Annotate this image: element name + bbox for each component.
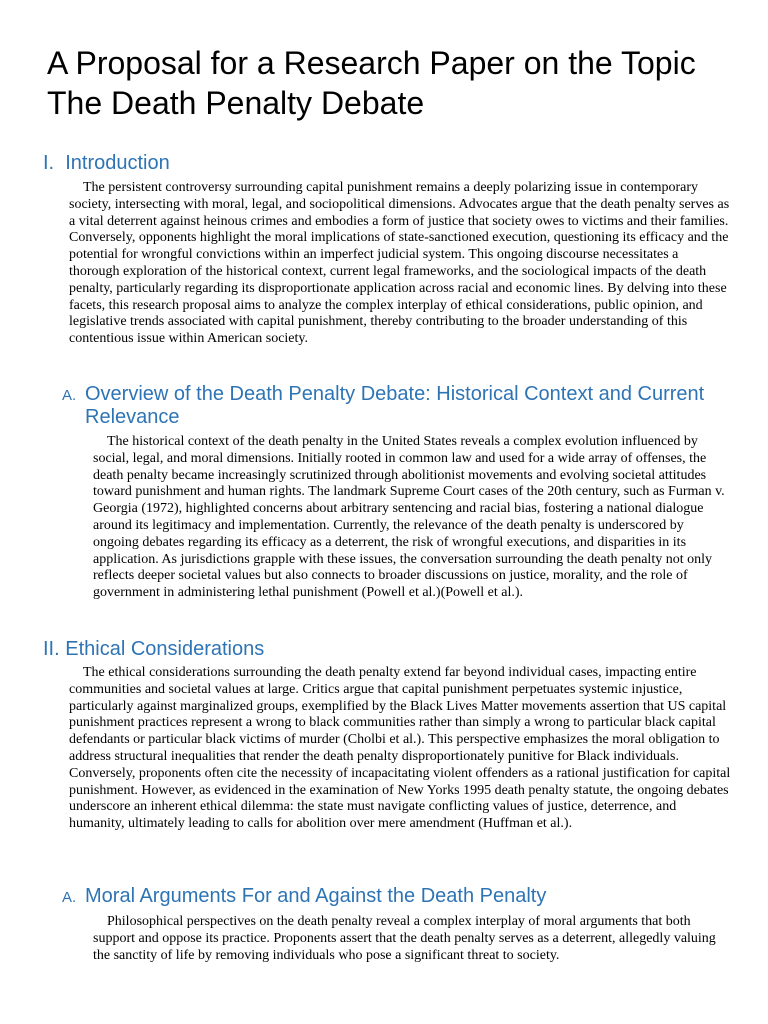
section-heading-ethical-considerations: II. Ethical Considerations (43, 638, 265, 660)
subsection-label: A. (62, 889, 77, 906)
subsection-heading-moral-arguments: Moral Arguments For and Against the Death Penalty (85, 885, 547, 907)
document-title: A Proposal for a Research Paper on the Topic The Death Penalty Debate (47, 45, 696, 121)
subsection-label-overview (62, 383, 76, 407)
introduction-paragraph: The persistent controversy surrounding capital punishment remains a deeply polarizing issue in contemporary society, intersecting with moral, legal, and sociopolitical dimensions. Advocates argue that the death penalty serves as a vital deterrent against heinous crimes and embodies a form of justice that society owes to victims and their families. Conversely, opponents highlight the moral implications of state-sanctioned execution, questioning its efficacy and the potential for wrongful convictions within an imperfect judicial system. This ongoing discourse necessitates a thorough exploration of the historical context, current legal frameworks, and the sociological impacts of the death penalty, particularly regarding its disproportionate application across racial and economic lines. By delving into these facets, this research proposal aims to analyze the complex interplay of ethical considerations, public opinion, and legislative trends associated with capital punishment, thereby contributing to the broader understanding of this contentious issue within American society. (69, 180, 730, 347)
subsection-label-moral-arguments (62, 885, 76, 909)
section-heading-introduction: I. Introduction (43, 152, 170, 174)
overview-paragraph: The historical context of the death penalty in the United States reveals a complex evolution influenced by social, legal, and moral dimensions. Initially rooted in common law and used for a wide array of offenses, the death penalty became increasingly scrutinized through abolitionist movements and evolving societal attitudes toward punishment and human rights. The landmark Supreme Court cases of the 20th century, such as Furman v. Georgia (1972), highlighted concerns about arbitrary sentencing and racial bias, fostering a national dialogue around its legitimacy and implementation. Currently, the relevance of the death penalty is underscored by ongoing debates regarding its efficacy as a deterrent, the risk of wrongful executions, and disparities in its application. As jurisdictions grapple with these issues, the conversation surrounding the death penalty not only reflects deeper societal values but also connects to broader discussions on justice, morality, and the role of government in administering lethal punishment (Powell et al.)(Powell et al.). (93, 434, 725, 601)
moral-arguments-paragraph: Philosophical perspectives on the death penalty reveal a complex interplay of moral arguments that both support and oppose its practice. Proponents assert that the death penalty serves as a deterrent, allegedly valuing the sanctity of life by removing individuals who pose a significant threat to society. (93, 914, 716, 963)
subsection-label: A. (62, 387, 77, 404)
subsection-heading-overview: Overview of the Death Penalty Debate: Historical Context and Current Relevance (85, 383, 705, 428)
ethical-considerations-paragraph: The ethical considerations surrounding the death penalty extend far beyond individual cases, impacting entire communities and societal values at large. Critics argue that capital punishment perpetuates systemic injustice, particularly against marginalized groups, exemplified by the Black Lives Matter movements assertion that US capital punishment practices represent a wrong to black communities rather than simply a wrong to particular black capital defendants or particular black victims of murder (Cholbi et al.). This perspective emphasizes the moral obligation to address structural inequalities that render the death penalty disproportionately punitive for Black individuals. Conversely, proponents often cite the necessity of incapacitating violent offenders as a rational justification for capital punishment. However, as evidenced in the examination of New Yorks 1995 death penalty statute, the ongoing debates underscore an inherent ethical dilemma: the state must navigate conflicting values of justice, deterrence, and humanity, ultimately leading to calls for abolition over mere amendment (Huffman et al.). (69, 665, 731, 832)
